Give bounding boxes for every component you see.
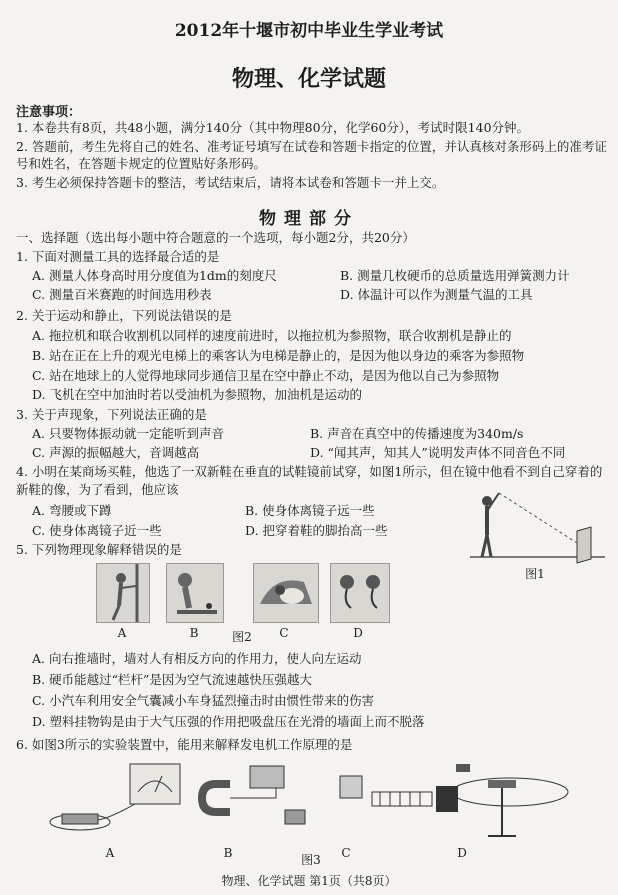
q1-option-d: D. 体温计可以作为测量气温的工具 — [340, 287, 533, 302]
figure-2d-suction-hook — [330, 563, 390, 623]
notice-item-2: 2. 答题前，考生先将自己的姓名、准考证号填写在试卷和答题卡指定的位置，并认真核对条形码上的准考证号和姓名，在答题卡规定的位置贴好条形码。 — [16, 139, 607, 171]
q4-option-b: B. 使身体离镜子远一些 — [245, 503, 375, 518]
q1-option-a: A. 测量人体身高时用分度值为1dm的刻度尺 — [32, 268, 277, 283]
q4-option-a: A. 弯腰或下蹲 — [32, 503, 112, 518]
q5-option-d: D. 塑料挂物钩是由于大气压强的作用把吸盘压在光滑的墙面上而不脱落 — [32, 714, 425, 729]
q2-option-c: C. 站在地球上的人觉得地球同步通信卫星在空中静止不动，是因为他以自己为参照物 — [32, 368, 500, 383]
figure-3-label-a: A — [105, 846, 115, 860]
figure-1-caption: 图1 — [525, 567, 545, 581]
paper-subtitle: 物理、化学试题 — [231, 66, 386, 92]
q5-option-a: A. 向右推墙时，墙对人有相反方向的作用力，使人向左运动 — [32, 651, 362, 666]
figure-3-label-c: C — [341, 846, 351, 860]
figure-2a-push-wall — [96, 563, 150, 623]
q3-option-d: D. “闻其声，知其人”说明发声体不同音色不同 — [310, 445, 566, 460]
q2-stem: 2. 关于运动和静止，下列说法错误的是 — [16, 308, 232, 323]
notice-item-3: 3. 考生必须保持答题卡的整洁，考试结束后，请将本试卷和答题卡一并上交。 — [16, 175, 445, 190]
notice-item-1: 1. 本卷共有8页，共48小题，满分140分（其中物理80分，化学60分），考试时限140分钟。 — [16, 120, 530, 135]
q1-stem: 1. 下面对测量工具的选择最合适的是 — [16, 249, 220, 264]
q6-stem: 6. 如图3所示的实验装置中，能用来解释发电机工作原理的是 — [16, 737, 353, 752]
q1-option-b: B. 测量几枚硬币的总质量选用弹簧测力计 — [340, 268, 570, 283]
figure-3-label-d: D — [457, 846, 467, 860]
q5-option-b: B. 硬币能越过“栏杆”是因为空气流速越快压强越大 — [32, 672, 312, 687]
figure-2-label-b: B — [189, 626, 199, 640]
figure-2-caption: 图2 — [232, 630, 252, 644]
figure-2-label-a: A — [117, 626, 127, 640]
figure-2-label-c: C — [279, 626, 289, 640]
q5-stem: 5. 下列物理现象解释错误的是 — [16, 542, 182, 557]
notice-heading: 注意事项： — [16, 105, 82, 120]
figure-3-caption: 图3 — [301, 853, 321, 867]
q3-option-c: C. 声源的振幅越大，音调越高 — [32, 445, 200, 460]
q2-option-b: B. 站在正在上升的观光电梯上的乘客认为电梯是静止的，是因为他以身边的乘客为参照物 — [32, 348, 525, 363]
part1-heading: 一、选择题（选出每小题中符合题意的一个选项，每小题2分，共20分） — [16, 230, 415, 245]
figure-3-label-b: B — [223, 846, 233, 860]
page-footer: 物理、化学试题 第1页（共8页） — [221, 874, 397, 888]
q4-stem: 4. 小明在某商场买鞋，他选了一双新鞋在垂直的试鞋镜前试穿，如图1所示，但在镜中他看不到自己穿着的新鞋的像，为了看到，他应该 — [16, 464, 603, 497]
exam-title: 2012年十堰市初中毕业生学业考试 — [174, 21, 444, 41]
q3-option-b: B. 声音在真空中的传播速度为340m/s — [310, 426, 524, 441]
figure-2c-car-airbag — [253, 563, 319, 623]
figure-3c-electromagnet-setup — [340, 776, 458, 812]
q4-option-c: C. 使身体离镜子近一些 — [32, 523, 162, 538]
q3-stem: 3. 关于声现象，下列说法正确的是 — [16, 407, 207, 422]
figure-1-mirror-scene — [465, 483, 610, 578]
q5-option-c: C. 小汽车利用安全气囊减小车身猛烈撞击时由惯性带来的伤害 — [32, 693, 375, 708]
q2-option-d: D. 飞机在空中加油时若以受油机为参照物，加油机是运动的 — [32, 387, 363, 402]
figure-3a-generator-setup — [50, 764, 180, 830]
q4-option-d: D. 把穿着鞋的脚抬高一些 — [245, 523, 388, 538]
section-title: 物理部分 — [259, 209, 359, 229]
figure-3b-motor-setup — [198, 766, 305, 824]
figure-2b-coin-jump — [166, 563, 224, 623]
q1-option-c: C. 测量百米赛跑的时间选用秒表 — [32, 287, 212, 302]
q3-option-a: A. 只要物体振动就一定能听到声音 — [32, 426, 224, 441]
figure-3-apparatus — [40, 758, 600, 846]
q2-option-a: A. 拖拉机和联合收割机以同样的速度前进时，以拖拉机为参照物，联合收割机是静止的 — [32, 328, 512, 343]
figure-2-label-d: D — [353, 626, 363, 640]
figure-3d-compass-setup — [452, 764, 568, 836]
